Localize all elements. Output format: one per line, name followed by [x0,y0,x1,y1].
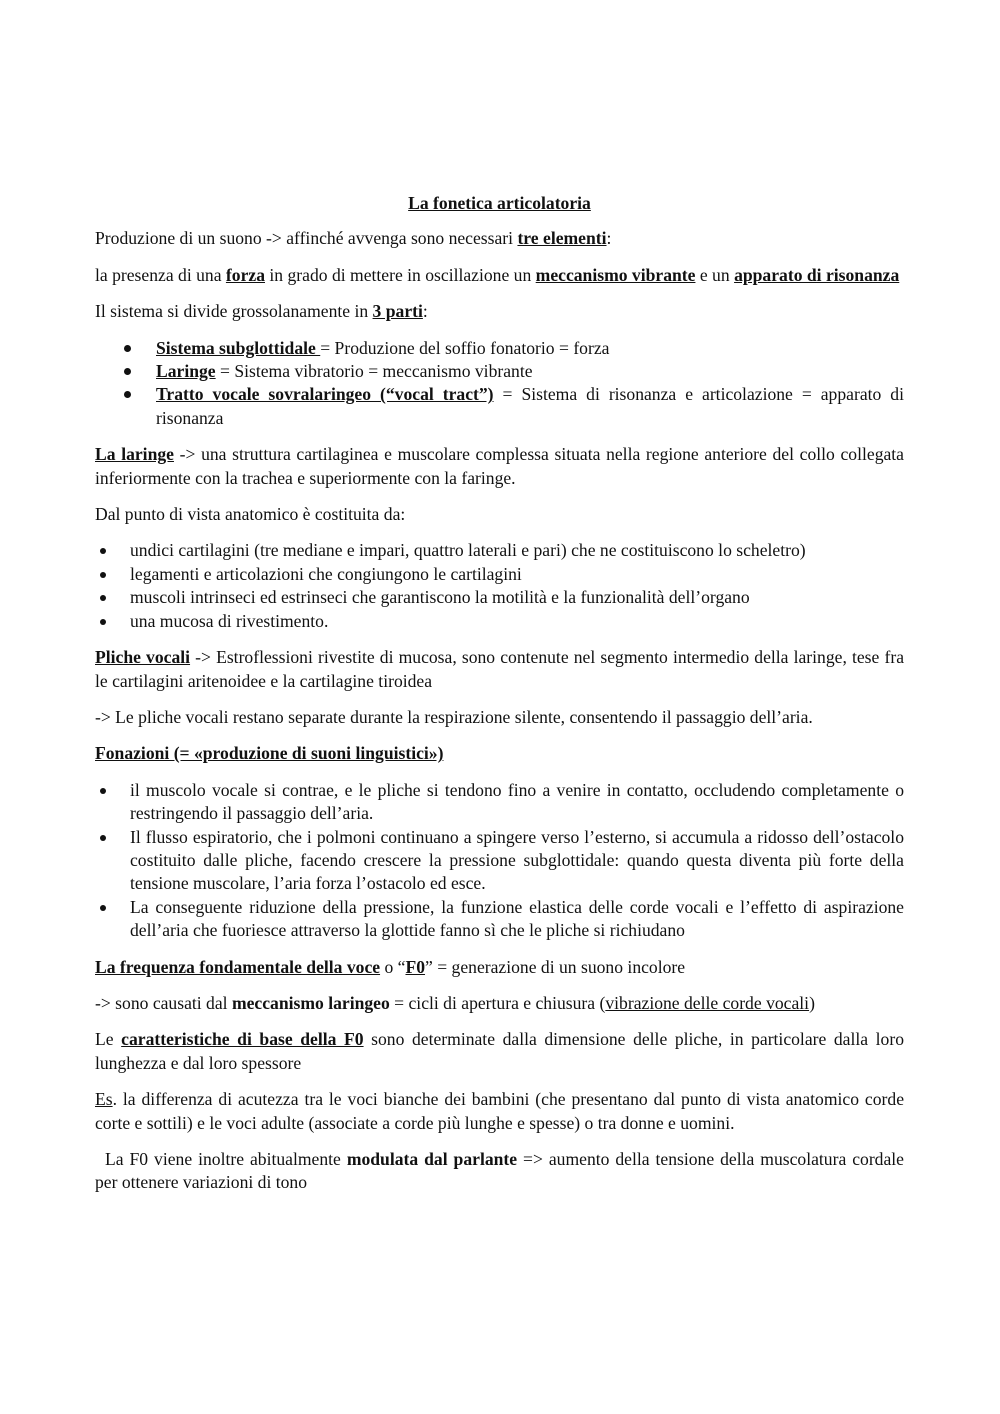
text: . la differenza di acutezza tra le voci bianche dei bambini (che presentano dal punto di vista anatomico corde corte e sottili) e le voci adulte (associate a corde più lunghe e spesse) o tra donne e uomini. [95,1089,904,1133]
text: in grado di mettere in oscillazione un [265,264,536,285]
underlined-text: vibrazione delle corde vocali [605,992,810,1013]
paragraph-laringe [95,443,904,490]
list-item: il muscolo vocale si contrae, e le pliche si tendono fino a venire in contatto, occludendo completamente o restringendo il passaggio dell’aria. [95,779,904,826]
paragraph-caratteristiche [95,1028,904,1075]
text: la presenza di una [95,264,226,285]
text: Il sistema si divide grossolanamente in [95,301,373,322]
term: Sistema subglottidale [156,337,321,358]
parts-list [95,337,904,431]
list-item: legamenti e articolazioni che congiungono le cartilagini [95,563,904,586]
fonazioni-heading: Fonazioni (= «produzione di suoni linguistici») [95,743,444,764]
fonazioni-list [95,779,904,943]
emphasis: caratteristiche di base della F0 [121,1029,364,1050]
paragraph-modulazione [95,1148,904,1195]
emphasis: meccanismo vibrante [535,264,696,285]
underlined-text: Es [95,1089,113,1110]
emphasis: modulata dal parlante [346,1149,518,1169]
list-item: Il flusso espiratorio, che i polmoni continuano a spingere verso l’esterno, si accumula a ridosso dell’ostacolo costituito dalle pliche, facendo crescere la pressione subglottidale: quando questa diventa più forte della tensione muscolare, l’aria forza l’ostacolo ed esce. [95,826,904,896]
list-item [95,383,904,430]
anatomico-list [95,539,904,633]
text: -> Estroflessioni rivestite di mucosa, sono contenute nel segmento intermedio della laringe, tese fra le cartilagini aritenoidee e la cartilagine tiroidea [95,647,904,691]
text: ” = generazione di un suono incolore [425,956,686,977]
text: = Produzione del soffio fonatorio = forza [320,337,610,358]
text: ) [809,992,815,1013]
list-item: La conseguente riduzione della pressione, la funzione elastica delle corde vocali e l’effetto di aspirazione dell’aria che fuoriesce attraverso la glottide fanno sì che le pliche si richiudano [95,896,904,943]
text: o “ [380,956,406,977]
text: : [606,228,612,249]
term: La laringe [95,444,174,465]
term: La frequenza fondamentale della voce [95,956,381,977]
emphasis: tre elementi [517,228,607,249]
emphasis: 3 parti [372,301,423,322]
text: -> una struttura cartilaginea e muscolare complessa situata nella regione anteriore del collo collegata inferiormente con la trachea e superiormente con la faringe. [95,444,904,488]
paragraph-esempio [95,1088,904,1135]
paragraph-f0 [95,956,904,979]
term: Pliche vocali [95,647,191,668]
term: Tratto vocale sovralaringeo (“vocal tract”) [156,384,494,405]
text: = Sistema vibratorio = meccanismo vibrante [215,361,533,382]
text: : [422,301,428,322]
text: Produzione di un suono -> affinché avvenga sono necessari [95,228,518,249]
paragraph-forza [95,264,904,287]
paragraph-pliche-note: -> Le pliche vocali restano separate durante la respirazione silente, consentendo il passaggio dell’aria. [95,706,813,727]
text: = cicli di apertura e chiusura ( [389,992,606,1013]
emphasis: F0 [405,956,426,977]
list-item: undici cartilagini (tre mediane e impari, quattro laterali e pari) che ne costituiscono lo scheletro) [95,539,904,562]
text: = Sistema di risonanza e articolazione = apparato di risonanza [156,384,904,428]
list-item [95,360,904,383]
text: La F0 viene inoltre abitualmente [105,1149,347,1169]
text: -> sono causati dal [95,992,232,1013]
text: sono determinate dalla dimensione delle pliche, in particolare dalla loro lunghezza e dal loro spessore [95,1029,904,1073]
paragraph-3-parti [95,300,904,323]
emphasis: apparato di risonanza [734,264,900,285]
list-item: muscoli intrinseci ed estrinseci che garantiscono la motilità e la funzionalità dell’organo [95,586,904,609]
text: e un [695,264,735,285]
emphasis: meccanismo laringeo [231,992,390,1013]
list-item: una mucosa di rivestimento. [95,610,904,633]
text: Le [95,1029,122,1050]
paragraph-meccanismo [95,992,904,1015]
list-item [95,337,904,360]
emphasis: forza [225,264,265,285]
text: => aumento della tensione della muscolatura cordale per ottenere variazioni di tono [95,1149,904,1193]
paragraph-tre-elementi [95,227,904,250]
term: Laringe [156,361,216,382]
document-page [95,192,904,1208]
document-title: La fonetica articolatoria [408,193,591,213]
paragraph-pliche [95,646,904,693]
paragraph-anatomico: Dal punto di vista anatomico è costituita da: [95,504,406,525]
